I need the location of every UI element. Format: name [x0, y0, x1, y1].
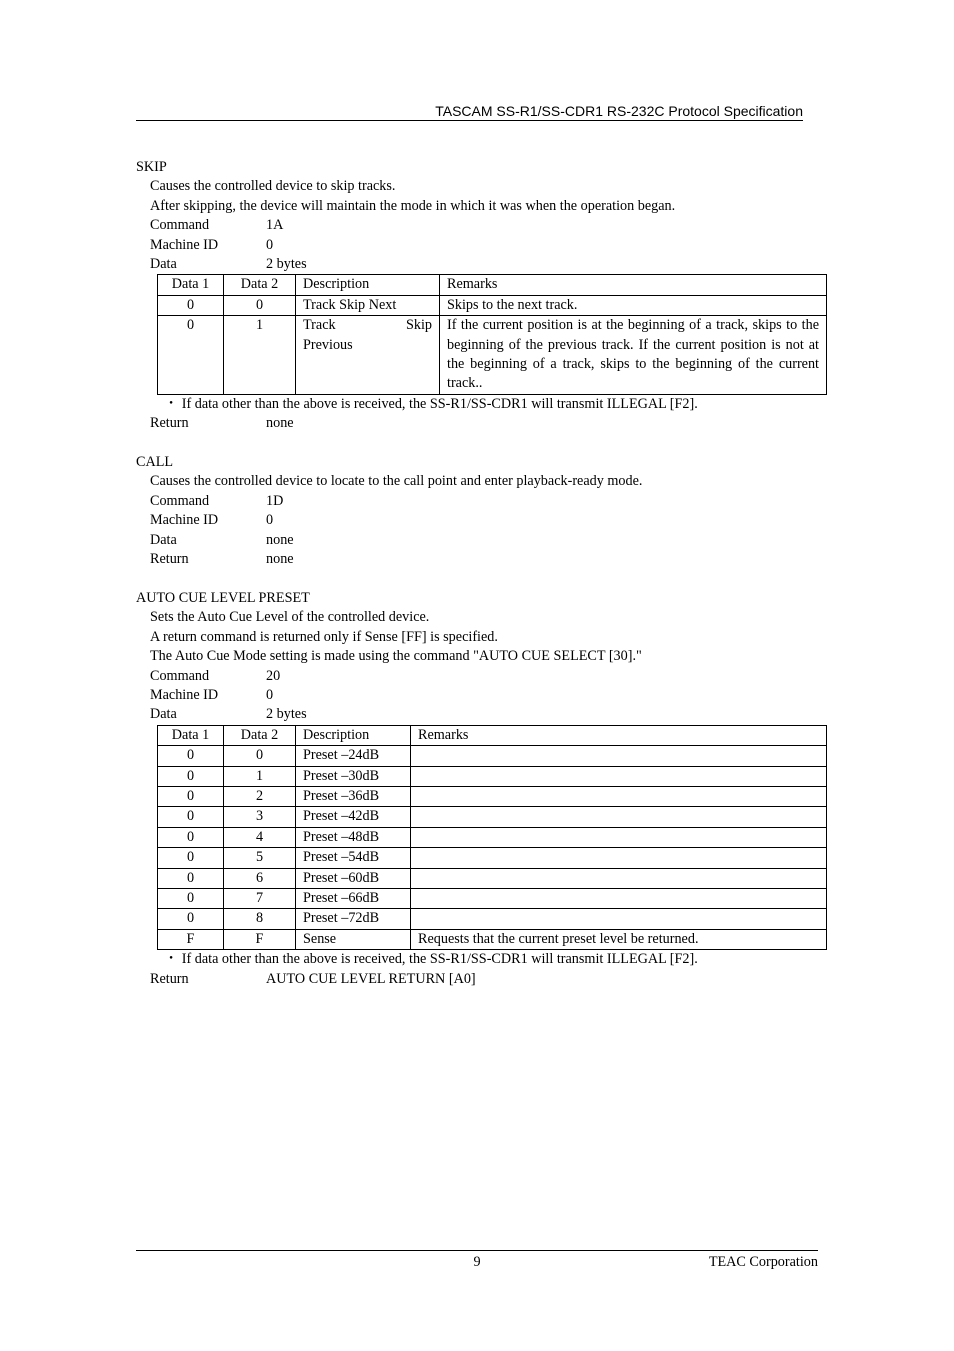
cell-data1: 0: [158, 827, 224, 847]
machine-id-label: Machine ID: [150, 512, 219, 529]
cell-remarks: Requests that the current preset level be returned.: [411, 929, 827, 949]
skip-return: [136, 414, 826, 433]
cell-description: Preset –24dB: [296, 746, 411, 766]
autocue-return: [136, 970, 826, 989]
cell-data1: 0: [158, 868, 224, 888]
autocue-machine-id: [136, 686, 826, 705]
cell-description: Preset –48dB: [296, 827, 411, 847]
table-header-row: [158, 275, 827, 295]
autocue-desc-3: The Auto Cue Mode setting is made using the command "AUTO CUE SELECT [30].": [150, 648, 642, 665]
cell-remarks: [411, 868, 827, 888]
table-row: [158, 295, 827, 315]
data-value: 2 bytes: [266, 256, 307, 273]
table-row: [158, 889, 827, 909]
header-description: Description: [296, 275, 440, 295]
command-value: 1D: [266, 492, 284, 509]
cell-data1: 0: [158, 786, 224, 806]
header-data1: Data 1: [158, 275, 224, 295]
desc-word-track: Track: [303, 317, 336, 334]
cell-data1: F: [158, 929, 224, 949]
cell-data2: 7: [224, 889, 296, 909]
cell-data1: 0: [158, 316, 224, 395]
header-remarks: Remarks: [440, 275, 827, 295]
cell-data2: 3: [224, 807, 296, 827]
footer-company: TEAC Corporation: [708, 1254, 818, 1270]
cell-data2: 1: [224, 766, 296, 786]
cell-remarks: [411, 889, 827, 909]
cell-description: Preset –42dB: [296, 807, 411, 827]
header-title: TASCAM SS-R1/SS-CDR1 RS-232C Protocol Specification: [435, 103, 803, 119]
table-row: [158, 868, 827, 888]
return-label: Return: [150, 970, 189, 987]
autocue-desc-2: A return command is returned only if Sense [FF] is specified.: [150, 628, 498, 645]
cell-remarks: [411, 827, 827, 847]
table-row: [158, 807, 827, 827]
skip-table: [157, 274, 827, 394]
command-value: 1A: [266, 217, 284, 234]
data-label: Data: [150, 256, 177, 273]
table-row: [158, 766, 827, 786]
header-data2: Data 2: [224, 725, 296, 745]
desc-word-skip: Skip: [405, 317, 432, 334]
return-value: none: [266, 551, 294, 568]
cell-data2: 2: [224, 786, 296, 806]
desc-word-previous: Previous: [303, 336, 353, 353]
command-value: 20: [266, 667, 281, 684]
autocue-command: [136, 667, 826, 686]
skip-section: [136, 158, 826, 434]
header-data1: Data 1: [158, 725, 224, 745]
cell-remarks: Skips to the next track.: [440, 295, 827, 315]
call-command: [136, 492, 826, 511]
cell-data2: 8: [224, 909, 296, 929]
call-return: [136, 550, 826, 569]
cell-remarks: If the current position is at the beginning of a track, skips to the beginning of the previous track. If the current position is not at the beginning of a track, skips to the beginning of the current track..: [440, 316, 827, 395]
autocue-data: [136, 705, 826, 724]
cell-remarks: [411, 786, 827, 806]
cell-data1: 0: [158, 746, 224, 766]
table-row: [158, 316, 827, 395]
cell-data1: 0: [158, 889, 224, 909]
cell-data2: F: [224, 929, 296, 949]
cell-description: Preset –60dB: [296, 868, 411, 888]
autocue-table: [157, 725, 827, 950]
cell-data1: 0: [158, 807, 224, 827]
machine-id-value: 0: [266, 512, 274, 529]
call-data: [136, 531, 826, 550]
data-label: Data: [150, 531, 177, 548]
cell-data2: 1: [224, 316, 296, 395]
page-header: [136, 102, 803, 121]
cell-description: Preset –72dB: [296, 909, 411, 929]
cell-description: Preset –66dB: [296, 889, 411, 909]
call-section: [136, 453, 826, 569]
machine-id-value: 0: [266, 236, 274, 253]
return-value: AUTO CUE LEVEL RETURN [A0]: [266, 970, 476, 987]
cell-data2: 0: [224, 746, 296, 766]
cell-remarks: [411, 848, 827, 868]
page-number: 9: [473, 1254, 481, 1270]
command-label: Command: [150, 492, 210, 509]
cell-description: Track Skip Next: [296, 295, 440, 315]
cell-description: Preset –36dB: [296, 786, 411, 806]
autocue-title: AUTO CUE LEVEL PRESET: [136, 589, 310, 606]
skip-machine-id: [136, 236, 826, 255]
cell-data1: 0: [158, 848, 224, 868]
cell-description: [296, 316, 440, 395]
data-label: Data: [150, 706, 177, 723]
table-row: [158, 909, 827, 929]
autocue-note: ・ If data other than the above is received, the SS-R1/SS-CDR1 will transmit ILLEGAL [F2].: [164, 951, 698, 968]
cell-remarks: [411, 807, 827, 827]
page-content: [136, 158, 826, 989]
skip-title: SKIP: [136, 159, 167, 175]
page-footer: [136, 1250, 818, 1270]
cell-remarks: [411, 766, 827, 786]
autocue-desc-1: Sets the Auto Cue Level of the controlled device.: [150, 609, 430, 626]
table-header-row: [158, 725, 827, 745]
command-label: Command: [150, 667, 210, 684]
machine-id-label: Machine ID: [150, 236, 219, 253]
command-label: Command: [150, 217, 210, 234]
skip-desc-1: Causes the controlled device to skip tracks.: [150, 178, 396, 195]
cell-data2: 4: [224, 827, 296, 847]
cell-data1: 0: [158, 909, 224, 929]
return-label: Return: [150, 415, 189, 432]
skip-note: ・ If data other than the above is received, the SS-R1/SS-CDR1 will transmit ILLEGAL [F2].: [164, 395, 698, 412]
cell-data1: 0: [158, 295, 224, 315]
header-description: Description: [296, 725, 411, 745]
machine-id-value: 0: [266, 686, 274, 703]
data-value: 2 bytes: [266, 706, 307, 723]
table-row: [158, 827, 827, 847]
call-title: CALL: [136, 454, 174, 471]
data-value: none: [266, 531, 294, 548]
autocue-section: [136, 589, 826, 989]
cell-remarks: [411, 909, 827, 929]
cell-data2: 5: [224, 848, 296, 868]
cell-data1: 0: [158, 766, 224, 786]
table-row: [158, 929, 827, 949]
call-desc-1: Causes the controlled device to locate to the call point and enter playback-ready mode.: [150, 473, 643, 490]
cell-description: Preset –54dB: [296, 848, 411, 868]
return-value: none: [266, 415, 294, 432]
table-row: [158, 848, 827, 868]
header-data2: Data 2: [224, 275, 296, 295]
table-row: [158, 786, 827, 806]
cell-description: Preset –30dB: [296, 766, 411, 786]
skip-data: [136, 255, 826, 274]
cell-description: Sense: [296, 929, 411, 949]
header-remarks: Remarks: [411, 725, 827, 745]
skip-command: [136, 216, 826, 235]
return-label: Return: [150, 551, 189, 568]
call-machine-id: [136, 511, 826, 530]
skip-desc-2: After skipping, the device will maintain the mode in which it was when the operation began.: [150, 197, 676, 214]
machine-id-label: Machine ID: [150, 686, 219, 703]
table-row: [158, 746, 827, 766]
cell-data2: 0: [224, 295, 296, 315]
cell-data2: 6: [224, 868, 296, 888]
cell-remarks: [411, 746, 827, 766]
